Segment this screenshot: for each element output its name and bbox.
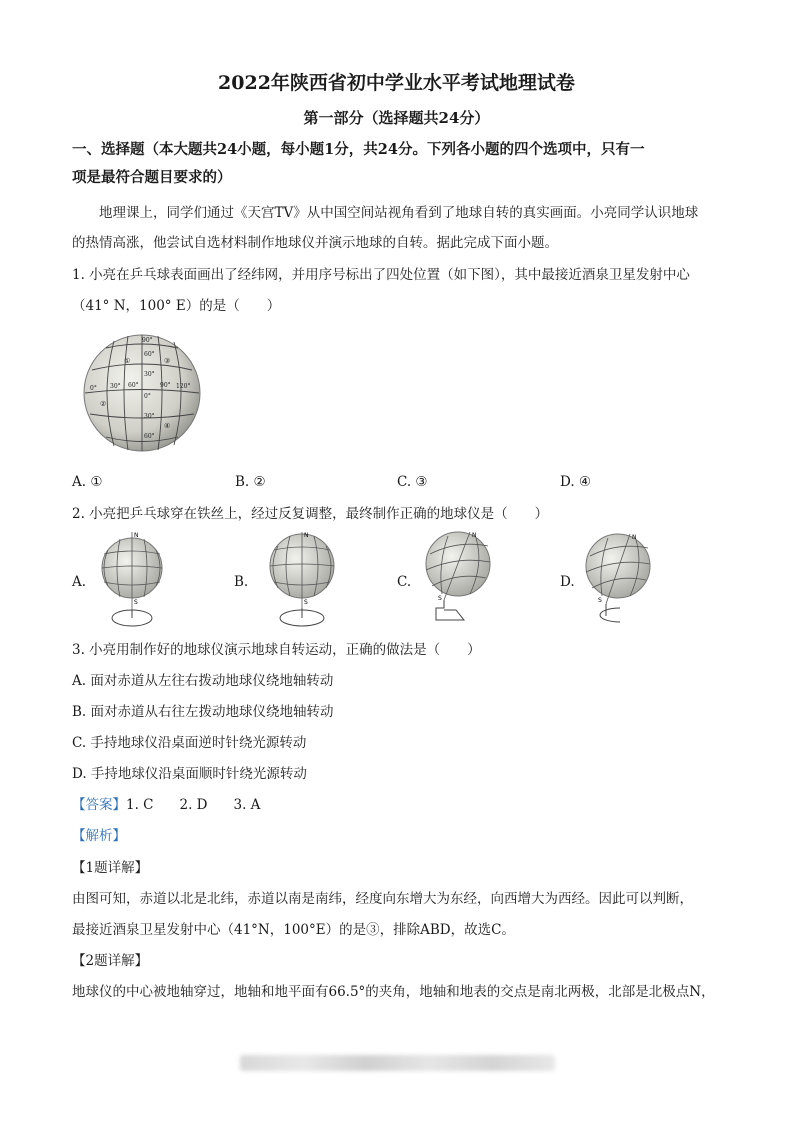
q2-option-c-label: C. — [397, 574, 412, 590]
globe-b-north-label: N — [304, 532, 309, 539]
page-subtitle: 第一部分（选择题共24分） — [303, 109, 490, 127]
page-title: 2022年陕西省初中学业水平考试地理试卷 — [218, 72, 575, 94]
q1-option-c: C. ③ — [397, 474, 428, 490]
q3-option-b: B. 面对赤道从右往左拨动地球仪绕地轴转动 — [72, 704, 334, 720]
detail1-line1: 由图可知，赤道以北是北纬，赤道以南是南纬，经度向东增大为东经，向西增大为西经。因此可以判断， — [72, 891, 693, 907]
intro-line2: 的热情高涨，他尝试自选材料制作地球仪并演示地球的自转。据此完成下面小题。 — [72, 235, 558, 251]
globe-a-north-label: N — [134, 532, 139, 539]
q2-stem: 2. 小亮把乒乓球穿在铁丝上，经过反复调整，最终制作正确的地球仪是（ ） — [72, 506, 549, 522]
globe-a-figure — [92, 530, 172, 630]
graticule-globe-figure — [80, 330, 205, 455]
globe-label-c2: ② — [100, 400, 107, 408]
answer-line — [72, 795, 727, 815]
globe-label-lon0: 0° — [90, 385, 97, 392]
q1-stem-line2: （41° N，100° E）的是（ ） — [72, 298, 281, 314]
globe-c-figure — [418, 528, 498, 630]
globe-label-s60: 60° — [144, 433, 155, 440]
detail1-label: 【1题详解】 — [72, 860, 149, 876]
globe-label-n0: 0° — [144, 393, 151, 400]
detail2-label: 【2题详解】 — [72, 953, 149, 969]
blurred-footer-watermark — [240, 1055, 555, 1071]
globe-label-s30: 30° — [144, 413, 155, 420]
globe-b-south-label: S — [304, 599, 308, 606]
q3-option-a: A. 面对赤道从左往右拨动地球仪绕地轴转动 — [72, 673, 334, 689]
detail2-line1: 地球仪的中心被地轴穿过，地轴和地平面有66.5°的夹角，地轴和地表的交点是南北两极，北部是北极点N， — [72, 984, 715, 1000]
q1-option-a: A. ① — [72, 474, 103, 490]
answer-label: 【答案】 — [72, 797, 126, 813]
q2-option-a-label: A. — [72, 574, 87, 590]
analysis-label: 【解析】 — [72, 828, 126, 844]
globe-a-south-label: S — [134, 599, 138, 606]
section-heading-line2: 项是最符合题目要求的） — [72, 169, 232, 186]
globe-label-lon30: 30° — [110, 383, 121, 390]
section-heading — [72, 139, 732, 189]
globe-d-north-label: N — [632, 534, 637, 541]
globe-c-north-label: N — [472, 532, 477, 539]
answer-2: 2. D — [179, 797, 208, 813]
globe-b-figure — [262, 530, 342, 630]
q3-option-c: C. 手持地球仪沿桌面逆时针绕光源转动 — [72, 735, 307, 751]
globe-label-n60: 60° — [144, 351, 155, 358]
answer-3: 3. A — [233, 797, 261, 813]
q1-graticule-globe — [80, 330, 205, 455]
q1-option-d: D. ④ — [560, 474, 592, 490]
globe-d-south-label: S — [598, 597, 602, 604]
q3-option-d: D. 手持地球仪沿桌面顺时针绕光源转动 — [72, 766, 307, 782]
q2-option-b-label: B. — [234, 574, 249, 590]
section-heading-line1: 一、选择题（本大题共24小题，每小题1分，共24分。下列各小题的四个选项中，只有一 — [72, 141, 645, 158]
globe-label-lon120: 120° — [176, 383, 191, 390]
answer-1: 1. C — [126, 797, 154, 813]
globe-label-c3: ③ — [164, 357, 171, 365]
q2-globe-b — [262, 530, 342, 630]
globe-label-lon90: 90° — [160, 382, 171, 389]
q2-globe-d — [580, 530, 660, 632]
globe-label-top: 90° — [142, 337, 153, 344]
globe-label-c4: ④ — [164, 422, 171, 430]
q2-globe-c — [418, 528, 498, 630]
globe-c-south-label: S — [438, 595, 442, 602]
q1-option-b: B. ② — [235, 474, 266, 490]
globe-label-lon60: 60° — [128, 382, 139, 389]
detail1-line2: 最接近酒泉卫星发射中心（41°N，100°E）的是③，排除ABD，故选C。 — [72, 922, 515, 938]
globe-label-n30: 30° — [144, 371, 155, 378]
q3-stem: 3. 小亮用制作好的地球仪演示地球自转运动，正确的做法是（ ） — [72, 642, 481, 658]
globe-label-c1: ① — [124, 357, 131, 365]
q2-globe-a — [92, 530, 172, 630]
globe-d-figure — [580, 530, 660, 632]
q1-stem-line1: 1. 小亮在乒乓球表面画出了经纬网，并用序号标出了四处位置（如下图），其中最接近酒泉卫星发射中心 — [72, 267, 690, 283]
intro-line1: 地理课上，同学们通过《天宫TV》从中国空间站视角看到了地球自转的真实画面。小亮同学认识地球 — [99, 205, 699, 221]
q2-option-d-label: D. — [560, 574, 575, 590]
